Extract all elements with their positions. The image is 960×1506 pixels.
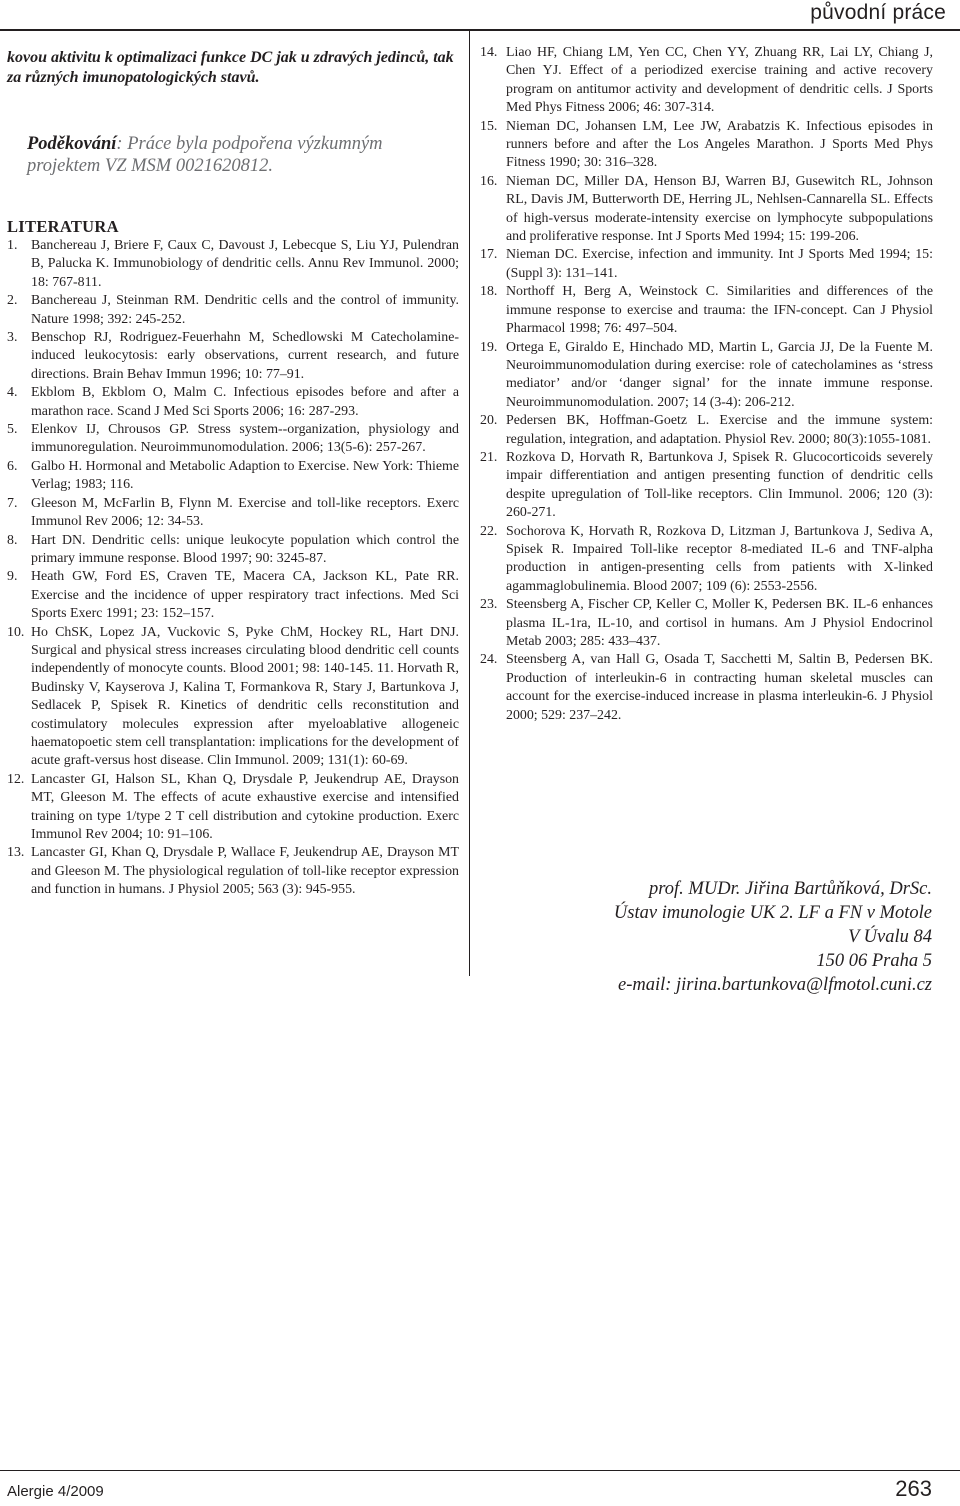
reference-number: 3. [7, 330, 18, 346]
reference-text: Banchereau J, Briere F, Caux C, Davoust J, Lebecque S, Liu YJ, Pulendran B, Palucka K. Immunobiology of dendritic cells. Annu Rev Immunol. 2000; 18: 767-811. [31, 238, 459, 290]
reference-item [480, 246, 933, 283]
reference-item [7, 458, 459, 495]
reference-number: 10. [7, 624, 25, 640]
reference-number: 14. [480, 45, 498, 60]
reference-number: 5. [7, 422, 18, 438]
header-rule [0, 29, 960, 31]
reference-number: 24. [480, 652, 498, 668]
reference-number: 20. [480, 413, 498, 429]
reference-number: 16. [480, 173, 498, 189]
intro-paragraph: kovou aktivitu k optimalizaci funkce DC jak u zdravých jedinců, tak za různých imunopatologických stavů. [7, 49, 454, 86]
reference-text: Rozkova D, Horvath R, Bartunkova J, Spisek R. Glucocorticoids severely impair differentiation and antigen presenting function of dendritic cells despite upregulation of Toll-like receptors. Clin Immunol. 2006; 120 (3): 260-271. [506, 449, 933, 521]
reference-number: 22. [480, 523, 498, 539]
reference-number: 19. [480, 339, 498, 355]
reference-item [7, 532, 459, 569]
reference-number: 4. [7, 385, 18, 401]
reference-item [7, 329, 459, 384]
reference-item [7, 844, 459, 899]
reference-item [7, 421, 459, 458]
reference-text: Hart DN. Dendritic cells: unique leukocyte population which control the primary immune response. Blood 1997; 90: 3245-87. [31, 532, 459, 566]
reference-number: 18. [480, 284, 498, 300]
reference-item [480, 44, 933, 118]
reference-number: 6. [7, 458, 18, 474]
reference-item [480, 173, 933, 247]
reference-item [480, 596, 933, 651]
reference-text: Heath GW, Ford ES, Craven TE, Macera CA, Jackson KL, Pate RR. Exercise and the incidence of upper respiratory tract infections. Med Sci Sports Exerc 1991; 23: 152–157. [31, 569, 459, 622]
reference-number: 8. [7, 532, 18, 548]
reference-item [7, 495, 459, 532]
reference-item [480, 283, 933, 338]
reference-text: Lancaster GI, Khan Q, Drysdale P, Wallace F, Jeukendrup AE, Drayson MT and Gleeson M. The physiological regulation of toll-like receptor expression and function in humans. J Physiol 2005; 563 (3): 945-955. [31, 845, 459, 898]
footer-rule [0, 1470, 960, 1471]
reference-text: Steensberg A, Fischer CP, Keller C, Moller K, Pedersen BK. IL-6 enhances plasma IL-1ra, IL-10, and cortisol in humans. Am J Physiol Endocrinol Metab 2003; 285: 433–437. [506, 597, 933, 649]
author-email[interactable]: e-mail: jirina.bartunkova@lfmotol.cuni.cz [617, 975, 932, 995]
acknowledgement-text: : Práce byla podpořena výzkumným projektem VZ MSM 0021620812. [27, 134, 383, 176]
reference-text: Ho ChSK, Lopez JA, Vuckovic S, Pyke ChM, Hockey RL, Hart DNJ. Surgical and physical stress increases circulating blood dendritic cell counts independently of monocyte counts. Blood 2001; 98: 140-145. 11. Horvath R, Budinsky V, Kayserova J, Kalina T, Formankova R, Stary J, Bartunkova J, Sedlacek P, Spisek R. Kinetics of dendritic cells reconstitution and costimulatory molecules expression after myeloablative allogeneic haematopoetic stem cell transplantation: implications for the development of acute graft-versus host disease. Clin Immunol. 2009; 131(1): 60-69. [31, 624, 459, 769]
author-institution: Ústav imunologie UK 2. LF a FN v Motole [613, 903, 932, 923]
reference-text: Nieman DC, Johansen LM, Lee JW, Arabatzis K. Infectious episodes in runners before and after the Los Angeles Marathon. J Sports Med Phys Fitness 1990; 30: 316–328. [506, 118, 933, 171]
reference-item [7, 624, 459, 771]
references-list-right [480, 44, 933, 725]
reference-text: Ekblom B, Ekblom O, Malm C. Infectious episodes before and after a marathon race. Scand J Med Sci Sports 2006; 16: 287-293. [31, 385, 459, 419]
author-street: V Úvalu 84 [848, 927, 932, 947]
reference-text: Ortega E, Giraldo E, Hinchado MD, Martin L, Garcia JJ, De la Fuente M. Neuroimmunomodulation during exercise: role of catecholamines as ‘stress mediator’ and/or ‘danger signal’ for the innate immune response. Neuroimmunomodulation. 2007; 14 (3-4): 206-212. [506, 339, 933, 410]
reference-item [7, 568, 459, 623]
acknowledgement [7, 133, 459, 177]
reference-number: 9. [7, 569, 18, 585]
reference-item [480, 118, 933, 173]
reference-item [7, 384, 459, 421]
reference-text: Steensberg A, van Hall G, Osada T, Sacchetti M, Saltin B, Pedersen BK. Production of interleukin-6 in contracting human skeletal muscles can account for the exercise-induced increase in plasma interleukin-6. J Physiol 2000; 529: 237–242. [506, 652, 933, 723]
page-number: 263 [895, 1476, 932, 1501]
acknowledgement-lead: Poděkování [27, 134, 117, 154]
reference-text: Nieman DC, Miller DA, Henson BJ, Warren BJ, Gusewitch RL, Johnson RL, Davis JM, Butterworth DE, Herring JL, Nehlsen-Cannarella SL. Effects of high-versus moderate-intensity exercise on lymphocyte subpopulations and proliferative response. Int J Sports Med 1994; 15: 199-206. [506, 173, 933, 245]
section-label: původní práce [810, 1, 946, 24]
reference-text: Elenkov IJ, Chrousos GP. Stress system--organization, physiology and immunoregulation. Neuroimmunomodulation. 2006; 13(5-6): 257-267. [31, 422, 459, 456]
reference-text: Banchereau J, Steinman RM. Dendritic cells and the control of immunity. Nature 1998; 392: 245-252. [31, 293, 459, 327]
reference-item [480, 449, 933, 523]
reference-number: 2. [7, 293, 18, 309]
reference-text: Nieman DC. Exercise, infection and immunity. Int J Sports Med 1994; 15: (Suppl 3): 131–141. [506, 247, 933, 281]
reference-text: Gleeson M, McFarlin B, Flynn M. Exercise and toll-like receptors. Exerc Immunol Rev 2006; 12: 34-53. [31, 495, 459, 530]
reference-number: 12. [7, 771, 25, 787]
reference-item [480, 523, 933, 597]
reference-text: Pedersen BK, Hoffman-Goetz L. Exercise and the immune system: regulation, integration, and adaptation. Physiol Rev. 2000; 80(3):1055-1081. [506, 413, 933, 447]
reference-item [480, 412, 933, 449]
reference-text: Lancaster GI, Halson SL, Khan Q, Drysdale P, Jeukendrup AE, Drayson MT, Gleeson M. The effects of acute exhaustive exercise and intensified training on type 1/type 2 T cell distribution and cytokine production. Exerc Immunol Rev 2004; 10: 91–106. [31, 771, 459, 842]
reference-text: Galbo H. Hormonal and Metabolic Adaption to Exercise. New York: Thieme Verlag; 1983; 116. [31, 458, 459, 493]
reference-item [7, 292, 459, 329]
reference-number: 17. [480, 247, 498, 263]
references-heading: LITERATURA [7, 217, 119, 236]
author-city: 150 06 Praha 5 [816, 951, 932, 971]
author-signature [492, 877, 932, 997]
reference-item [7, 771, 459, 845]
reference-number: 7. [7, 495, 18, 511]
reference-number: 13. [7, 845, 25, 861]
column-divider [469, 30, 470, 976]
right-column [480, 44, 933, 725]
reference-text: Sochorova K, Horvath R, Rozkova D, Litzman J, Bartunkova J, Sediva A, Spisek R. Impaired Toll-like receptor 8-mediated IL-6 and TNF-alpha production in antigen-presenting cells from patients with X-linked agammaglobulinemia. Blood 2007; 109 (6): 2553-2556. [506, 523, 933, 594]
author-name: prof. MUDr. Jiřina Bartůňková, DrSc. [649, 879, 932, 899]
reference-number: 15. [480, 118, 498, 134]
reference-item [480, 339, 933, 413]
reference-number: 23. [480, 597, 498, 613]
journal-issue: Alergie 4/2009 [7, 1483, 104, 1500]
reference-number: 1. [7, 238, 18, 253]
reference-text: Liao HF, Chiang LM, Yen CC, Chen YY, Zhuang RR, Lai LY, Chiang J, Chen YJ. Effect of a periodized exercise training and active recovery program on antitumor activity and development of dendritic cells. J Sports Med Phys Fitness 2006; 46: 307-314. [506, 45, 933, 116]
reference-item [7, 237, 459, 292]
references-list-left [7, 237, 459, 900]
reference-item [480, 651, 933, 725]
left-column [7, 48, 459, 900]
reference-text: Northoff H, Berg A, Weinstock C. Similarities and differences of the immune response to exercise and trauma: the IFN-concept. Can J Physiol Pharmacol 1998; 76: 497–504. [506, 284, 933, 337]
reference-text: Benschop RJ, Rodriguez-Feuerhahn M, Schedlowski M Catecholamine-induced leukocytosis: early observations, current research, and future directions. Brain Behav Immun 1996; 10: 77–91. [31, 330, 459, 382]
reference-number: 21. [480, 449, 498, 465]
